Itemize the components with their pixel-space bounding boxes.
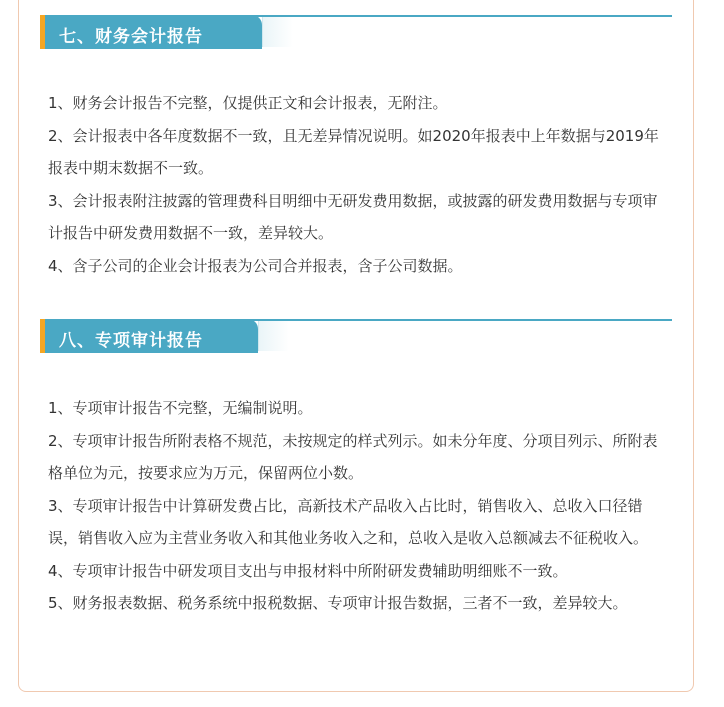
header-tab-ear [258, 321, 289, 351]
header-tab-ear [262, 17, 293, 47]
list-item: 2、专项审计报告所附表格不规范，未按规定的样式列示。如未分年度、分项目列示、所附表格单位为元，按要求应为万元，保留两位小数。 [48, 431, 658, 482]
section-title: 七、财务会计报告 [59, 27, 203, 47]
list-item: 4、含子公司的企业会计报表为公司合并报表，含子公司数据。 [48, 256, 463, 275]
section-body-audit-report [48, 392, 668, 620]
section-body-financial-report [48, 87, 668, 282]
list-item: 1、专项审计报告不完整，无编制说明。 [48, 399, 313, 417]
section-header-financial-report [40, 15, 672, 49]
list-item: 3、会计报表附注披露的管理费科目明细中无研发费用数据，或披露的研发费用数据与专项审计报告中研发费用数据不一致，差异较大。 [48, 191, 658, 242]
list-item: 1、财务会计报告不完整，仅提供正文和会计报表，无附注。 [48, 94, 448, 112]
list-item: 4、专项审计报告中研发项目支出与申报材料中所附研发费辅助明细账不一致。 [48, 561, 568, 580]
header-tab [40, 15, 262, 49]
list-item: 5、财务报表数据、税务系统中报税数据、专项审计报告数据，三者不一致，差异较大。 [48, 594, 628, 612]
header-tab [40, 319, 258, 353]
list-item: 3、专项审计报告中计算研发费占比，高新技术产品收入占比时，销售收入、总收入口径错误，销售收入应为主营业务收入和其他业务收入之和，总收入是收入总额减去不征税收入。 [48, 496, 649, 547]
section-title: 八、专项审计报告 [59, 331, 203, 351]
list-item: 2、会计报表中各年度数据不一致，且无差异情况说明。如2020年报表中上年数据与2019年报表中期末数据不一致。 [48, 126, 659, 177]
section-header-audit-report [40, 319, 672, 353]
